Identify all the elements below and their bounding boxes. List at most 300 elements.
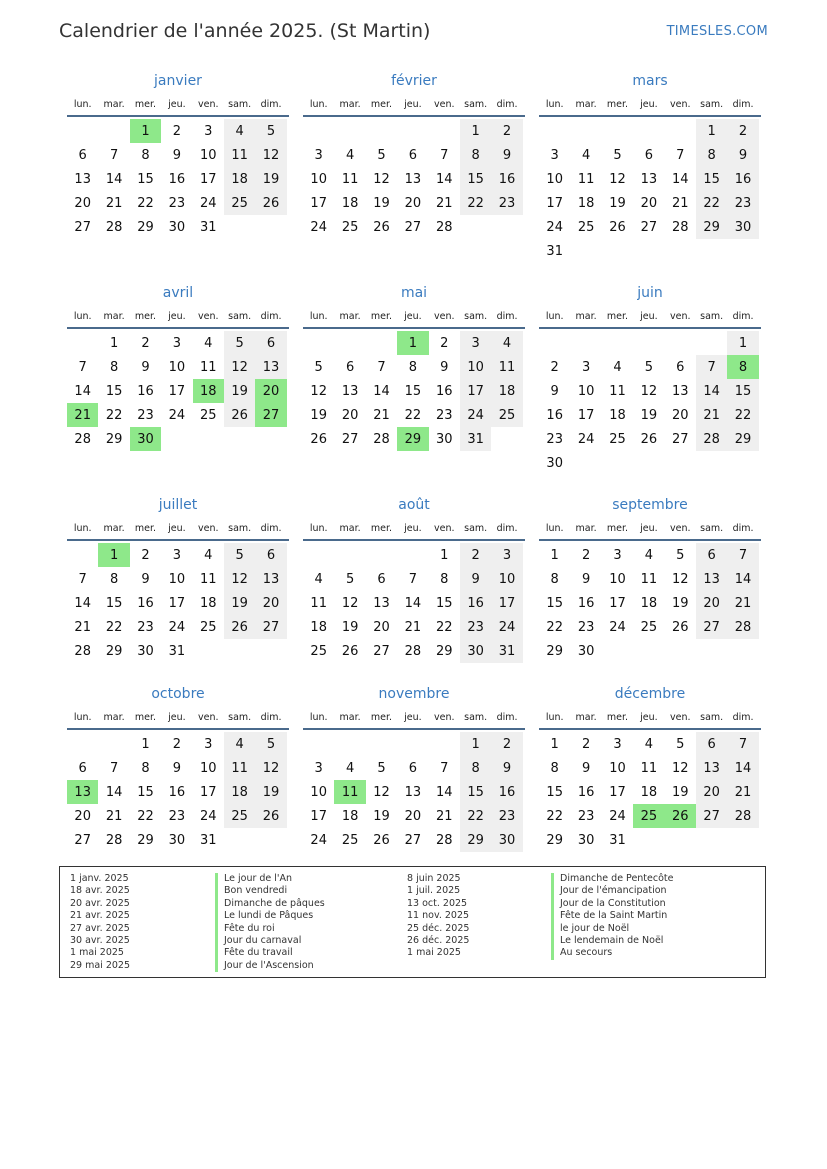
day-cell: 24 <box>460 403 491 427</box>
day-cell: 1 <box>141 736 150 752</box>
day-cell: 17 <box>546 195 563 211</box>
day-cell: 10 <box>546 171 563 187</box>
holiday-day-cell: 13 <box>67 780 98 804</box>
legend-date: 18 avr. 2025 <box>70 885 130 897</box>
day-cell: 23 <box>727 191 758 215</box>
weekday-label: jeu. <box>640 711 658 723</box>
day-cell: 12 <box>255 143 286 167</box>
weekday-header <box>67 93 289 115</box>
day-cell: 30 <box>727 215 758 239</box>
day-cell: 17 <box>168 383 186 399</box>
weekday-header <box>67 706 289 728</box>
day-cell: 1 <box>440 547 449 563</box>
day-cell: 26 <box>310 431 327 447</box>
day-cell: 2 <box>550 359 559 375</box>
day-cell: 7 <box>78 571 87 587</box>
weekday-label: mar. <box>103 98 125 110</box>
month-divider <box>303 327 525 329</box>
day-cell: 25 <box>577 219 595 235</box>
legend-holiday-name: Dimanche de pâques <box>215 898 325 910</box>
weekday-label: sam. <box>700 98 724 110</box>
day-cell: 23 <box>460 615 491 639</box>
day-cell: 10 <box>168 359 186 375</box>
weekday-label: jeu. <box>168 711 186 723</box>
day-cell: 19 <box>640 407 658 423</box>
day-cell: 25 <box>199 407 217 423</box>
month-divider <box>303 728 525 730</box>
day-cell: 5 <box>676 736 685 752</box>
day-cell: 1 <box>696 119 727 143</box>
empty-cell <box>334 119 365 143</box>
legend-date: 25 déc. 2025 <box>407 922 470 934</box>
day-cell: 11 <box>310 595 327 611</box>
day-cell: 20 <box>373 619 390 635</box>
day-cell: 5 <box>255 732 286 756</box>
day-cell: 4 <box>345 147 355 163</box>
day-cell: 16 <box>577 784 595 800</box>
holiday-day-cell: 1 <box>397 331 428 355</box>
day-cell: 28 <box>373 431 390 447</box>
day-cell: 3 <box>460 331 491 355</box>
day-cell: 13 <box>255 567 286 591</box>
day-cell: 12 <box>255 756 286 780</box>
day-cell: 23 <box>137 407 154 423</box>
day-cell: 19 <box>373 808 390 824</box>
day-grid <box>67 119 289 239</box>
day-cell: 21 <box>404 619 422 635</box>
day-cell: 16 <box>577 595 595 611</box>
day-cell: 29 <box>546 643 563 659</box>
day-cell: 14 <box>727 756 758 780</box>
weekday-label: dim. <box>732 310 754 322</box>
day-cell: 21 <box>671 195 689 211</box>
day-cell: 5 <box>314 359 323 375</box>
legend-date: 1 janv. 2025 <box>70 873 129 884</box>
day-cell: 27 <box>640 219 658 235</box>
month-2 <box>539 70 761 263</box>
weekday-label: mar. <box>103 310 125 322</box>
weekday-header <box>539 517 761 539</box>
day-cell: 6 <box>696 732 727 756</box>
legend-col-right-dates <box>407 873 469 960</box>
day-cell: 2 <box>172 736 181 752</box>
month-name: novembre <box>378 686 450 702</box>
day-cell: 7 <box>109 147 119 163</box>
day-cell: 21 <box>105 195 123 211</box>
day-cell: 14 <box>727 567 758 591</box>
day-cell: 18 <box>640 784 658 800</box>
day-cell: 12 <box>671 760 689 776</box>
day-cell: 9 <box>550 383 559 399</box>
site-link[interactable]: TIMESLES.COM <box>666 24 768 39</box>
day-cell: 16 <box>491 780 522 804</box>
day-cell: 22 <box>404 407 422 423</box>
month-divider <box>539 327 761 329</box>
weekday-label: jeu. <box>168 310 186 322</box>
day-cell: 24 <box>199 808 217 824</box>
weekday-label: jeu. <box>168 98 186 110</box>
legend-date: 8 juin 2025 <box>407 873 461 884</box>
weekday-label: sam. <box>700 711 724 723</box>
day-cell: 26 <box>224 403 255 427</box>
day-cell: 23 <box>137 619 154 635</box>
day-cell: 18 <box>224 167 255 191</box>
day-cell: 8 <box>141 760 150 776</box>
day-cell: 13 <box>373 595 390 611</box>
day-cell: 16 <box>546 407 563 423</box>
day-cell: 3 <box>491 543 522 567</box>
day-cell: 12 <box>224 355 255 379</box>
day-cell: 2 <box>141 335 150 351</box>
day-cell: 20 <box>404 808 422 824</box>
empty-cell <box>67 732 98 756</box>
day-cell: 8 <box>460 143 491 167</box>
day-cell: 5 <box>224 543 255 567</box>
day-cell: 24 <box>168 619 186 635</box>
day-cell: 23 <box>577 619 595 635</box>
day-cell: 17 <box>577 407 595 423</box>
day-cell: 4 <box>204 547 213 563</box>
legend-holiday-name: Le lundi de Pâques <box>215 910 325 922</box>
day-cell: 5 <box>377 147 386 163</box>
weekday-header <box>539 305 761 327</box>
day-cell: 22 <box>105 619 123 635</box>
day-cell: 4 <box>581 147 591 163</box>
day-cell: 24 <box>546 219 563 235</box>
month-divider <box>539 728 761 730</box>
day-cell: 7 <box>676 147 685 163</box>
day-cell: 11 <box>199 571 217 587</box>
empty-cell <box>366 119 397 143</box>
day-cell: 10 <box>310 784 327 800</box>
month-name: mai <box>400 285 428 301</box>
day-cell: 14 <box>671 171 689 187</box>
legend-holiday-name: Le jour de l'An <box>215 873 325 885</box>
empty-cell <box>67 543 98 567</box>
day-cell: 11 <box>609 383 626 399</box>
day-cell: 28 <box>727 615 758 639</box>
day-cell: 24 <box>199 195 217 211</box>
day-cell: 26 <box>609 219 626 235</box>
day-cell: 28 <box>696 427 727 451</box>
day-cell: 7 <box>377 359 386 375</box>
weekday-label: sam. <box>464 98 488 110</box>
day-cell: 13 <box>404 171 422 187</box>
holiday-day-cell: 1 <box>98 543 129 567</box>
day-cell: 14 <box>105 784 123 800</box>
day-cell: 30 <box>491 828 522 852</box>
weekday-label: mer. <box>134 522 157 534</box>
day-cell: 12 <box>373 171 390 187</box>
weekday-label: sam. <box>228 98 252 110</box>
day-cell: 17 <box>460 379 491 403</box>
legend-holiday-name: Jour du carnaval <box>215 935 325 947</box>
day-cell: 2 <box>727 119 758 143</box>
empty-cell <box>366 331 397 355</box>
empty-cell <box>366 543 397 567</box>
month-3 <box>67 282 289 451</box>
day-cell: 25 <box>310 643 327 659</box>
month-8 <box>539 494 761 663</box>
day-cell: 6 <box>676 359 685 375</box>
legend-date: 1 mai 2025 <box>70 947 124 959</box>
day-cell: 3 <box>204 123 213 139</box>
day-cell: 19 <box>373 195 390 211</box>
day-cell: 19 <box>609 195 626 211</box>
day-cell: 8 <box>460 756 491 780</box>
day-cell: 30 <box>460 639 491 663</box>
day-cell: 17 <box>491 591 522 615</box>
weekday-label: mer. <box>370 310 393 322</box>
holiday-day-cell: 29 <box>397 427 428 451</box>
weekday-label: sam. <box>464 711 488 723</box>
weekday-label: mar. <box>575 522 597 534</box>
day-cell: 31 <box>460 427 491 451</box>
weekday-label: lun. <box>545 98 564 110</box>
weekday-label: lun. <box>309 711 328 723</box>
weekday-label: dim. <box>260 711 282 723</box>
day-cell: 3 <box>204 736 213 752</box>
day-cell: 28 <box>105 219 123 235</box>
day-cell: 10 <box>310 171 327 187</box>
weekday-header <box>67 517 289 539</box>
day-cell: 7 <box>727 732 758 756</box>
day-cell: 3 <box>314 760 323 776</box>
day-cell: 24 <box>168 407 186 423</box>
day-cell: 27 <box>74 832 91 848</box>
weekday-label: dim. <box>732 98 754 110</box>
weekday-label: dim. <box>732 711 754 723</box>
day-cell: 22 <box>137 808 154 824</box>
day-cell: 25 <box>640 619 658 635</box>
day-cell: 7 <box>440 147 449 163</box>
weekday-label: sam. <box>700 522 724 534</box>
legend-date: 11 nov. 2025 <box>407 910 470 922</box>
weekday-label: lun. <box>73 711 92 723</box>
empty-cell <box>633 119 664 143</box>
day-cell: 25 <box>224 191 255 215</box>
weekday-header <box>67 305 289 327</box>
weekday-label: lun. <box>545 310 564 322</box>
day-cell: 27 <box>696 804 727 828</box>
month-5 <box>539 282 761 475</box>
weekday-label: mer. <box>606 711 629 723</box>
day-cell: 24 <box>577 431 595 447</box>
legend-date: 27 avr. 2025 <box>70 922 130 934</box>
day-cell: 31 <box>168 643 186 659</box>
weekday-label: lun. <box>73 310 92 322</box>
day-cell: 9 <box>141 359 150 375</box>
weekday-label: mar. <box>575 711 597 723</box>
day-cell: 16 <box>460 591 491 615</box>
weekday-label: dim. <box>496 98 518 110</box>
weekday-label: dim. <box>496 310 518 322</box>
day-cell: 15 <box>696 167 727 191</box>
day-cell: 15 <box>435 595 453 611</box>
empty-cell <box>98 732 129 756</box>
month-10 <box>303 683 525 852</box>
weekday-label: lun. <box>545 522 564 534</box>
day-cell: 28 <box>671 219 689 235</box>
day-cell: 19 <box>224 379 255 403</box>
day-cell: 16 <box>491 167 522 191</box>
legend-holiday-name: Fête du travail <box>215 947 325 959</box>
holiday-day-cell: 11 <box>334 780 365 804</box>
day-cell: 15 <box>105 595 123 611</box>
day-cell: 22 <box>105 407 123 423</box>
day-cell: 11 <box>341 171 359 187</box>
day-cell: 13 <box>255 355 286 379</box>
weekday-label: jeu. <box>168 522 186 534</box>
day-cell: 2 <box>440 335 449 351</box>
weekday-label: mer. <box>134 310 157 322</box>
day-cell: 13 <box>671 383 689 399</box>
empty-cell <box>303 732 334 756</box>
legend-holiday-name: Dimanche de Pentecôte <box>551 873 674 885</box>
day-cell: 12 <box>373 784 390 800</box>
day-cell: 28 <box>404 643 422 659</box>
weekday-header <box>539 706 761 728</box>
weekday-label: mer. <box>370 522 393 534</box>
legend-holiday-name: le jour de Noël <box>551 923 674 935</box>
day-cell: 23 <box>491 191 522 215</box>
weekday-label: sam. <box>464 310 488 322</box>
day-cell: 22 <box>435 619 453 635</box>
day-cell: 9 <box>581 760 591 776</box>
legend-col-left-dates <box>70 873 130 972</box>
day-cell: 10 <box>491 567 522 591</box>
legend-date: 13 oct. 2025 <box>407 897 468 909</box>
day-cell: 28 <box>435 832 453 848</box>
day-cell: 17 <box>168 595 186 611</box>
empty-cell <box>570 119 601 143</box>
month-divider <box>67 539 289 541</box>
weekday-label: ven. <box>670 98 691 110</box>
holiday-day-cell: 8 <box>727 355 758 379</box>
day-cell: 17 <box>310 195 327 211</box>
day-grid <box>67 331 289 451</box>
day-cell: 23 <box>435 407 453 423</box>
day-cell: 18 <box>577 195 595 211</box>
day-cell: 29 <box>546 832 563 848</box>
day-cell: 24 <box>310 832 327 848</box>
day-cell: 1 <box>460 119 491 143</box>
holiday-legend <box>59 866 766 978</box>
day-cell: 30 <box>137 643 154 659</box>
weekday-label: sam. <box>228 711 252 723</box>
day-cell: 3 <box>550 147 559 163</box>
weekday-label: mar. <box>339 98 361 110</box>
day-cell: 30 <box>168 219 186 235</box>
day-cell: 28 <box>435 219 453 235</box>
day-cell: 27 <box>341 431 359 447</box>
day-cell: 1 <box>460 732 491 756</box>
empty-cell <box>539 331 570 355</box>
day-cell: 1 <box>550 547 559 563</box>
day-cell: 6 <box>255 331 286 355</box>
day-cell: 15 <box>137 171 154 187</box>
weekday-label: ven. <box>198 310 219 322</box>
empty-cell <box>397 119 428 143</box>
day-cell: 9 <box>727 143 758 167</box>
day-cell: 8 <box>696 143 727 167</box>
day-cell: 17 <box>199 171 217 187</box>
day-grid <box>67 732 289 852</box>
day-cell: 22 <box>546 619 563 635</box>
legend-holiday-name: Le lendemain de Noël <box>551 935 674 947</box>
weekday-label: ven. <box>434 310 455 322</box>
legend-holiday-name: Jour de la Constitution <box>551 898 674 910</box>
day-cell: 2 <box>581 736 591 752</box>
empty-cell <box>539 119 570 143</box>
day-cell: 17 <box>310 808 327 824</box>
weekday-label: ven. <box>670 310 691 322</box>
day-cell: 11 <box>577 171 595 187</box>
day-cell: 7 <box>440 760 449 776</box>
weekday-label: ven. <box>434 522 455 534</box>
day-cell: 4 <box>204 335 213 351</box>
weekday-label: dim. <box>260 522 282 534</box>
day-cell: 21 <box>727 780 758 804</box>
day-cell: 31 <box>491 639 522 663</box>
month-divider <box>539 539 761 541</box>
day-cell: 14 <box>74 383 91 399</box>
day-cell: 26 <box>224 615 255 639</box>
day-cell: 6 <box>255 543 286 567</box>
day-cell: 6 <box>644 147 653 163</box>
day-cell: 7 <box>696 355 727 379</box>
day-cell: 31 <box>609 832 626 848</box>
day-cell: 31 <box>199 219 217 235</box>
legend-date: 21 avr. 2025 <box>70 910 130 922</box>
legend-date: 20 avr. 2025 <box>70 897 130 909</box>
day-cell: 16 <box>168 784 186 800</box>
day-cell: 26 <box>341 643 359 659</box>
day-cell: 7 <box>727 543 758 567</box>
empty-cell <box>303 119 334 143</box>
weekday-label: jeu. <box>640 522 658 534</box>
day-cell: 21 <box>105 808 123 824</box>
day-cell: 8 <box>440 571 449 587</box>
weekday-label: dim. <box>496 711 518 723</box>
legend-col-left-names <box>215 873 325 972</box>
day-cell: 1 <box>550 736 559 752</box>
day-cell: 30 <box>435 431 453 447</box>
day-cell: 21 <box>74 619 91 635</box>
day-cell: 13 <box>696 567 727 591</box>
day-cell: 12 <box>609 171 626 187</box>
day-cell: 10 <box>199 147 217 163</box>
day-cell: 9 <box>491 143 522 167</box>
weekday-label: mer. <box>134 711 157 723</box>
legend-col-right-names <box>551 873 674 960</box>
empty-cell <box>665 119 696 143</box>
day-cell: 14 <box>404 595 422 611</box>
day-cell: 19 <box>671 595 689 611</box>
day-cell: 2 <box>460 543 491 567</box>
day-cell: 9 <box>172 760 181 776</box>
weekday-label: sam. <box>700 310 724 322</box>
day-cell: 16 <box>137 383 154 399</box>
day-cell: 18 <box>609 407 626 423</box>
day-cell: 10 <box>609 760 626 776</box>
day-cell: 11 <box>640 760 658 776</box>
day-cell: 1 <box>109 335 119 351</box>
day-grid <box>303 331 525 451</box>
empty-cell <box>429 732 460 756</box>
day-cell: 20 <box>341 407 359 423</box>
day-cell: 18 <box>199 595 217 611</box>
